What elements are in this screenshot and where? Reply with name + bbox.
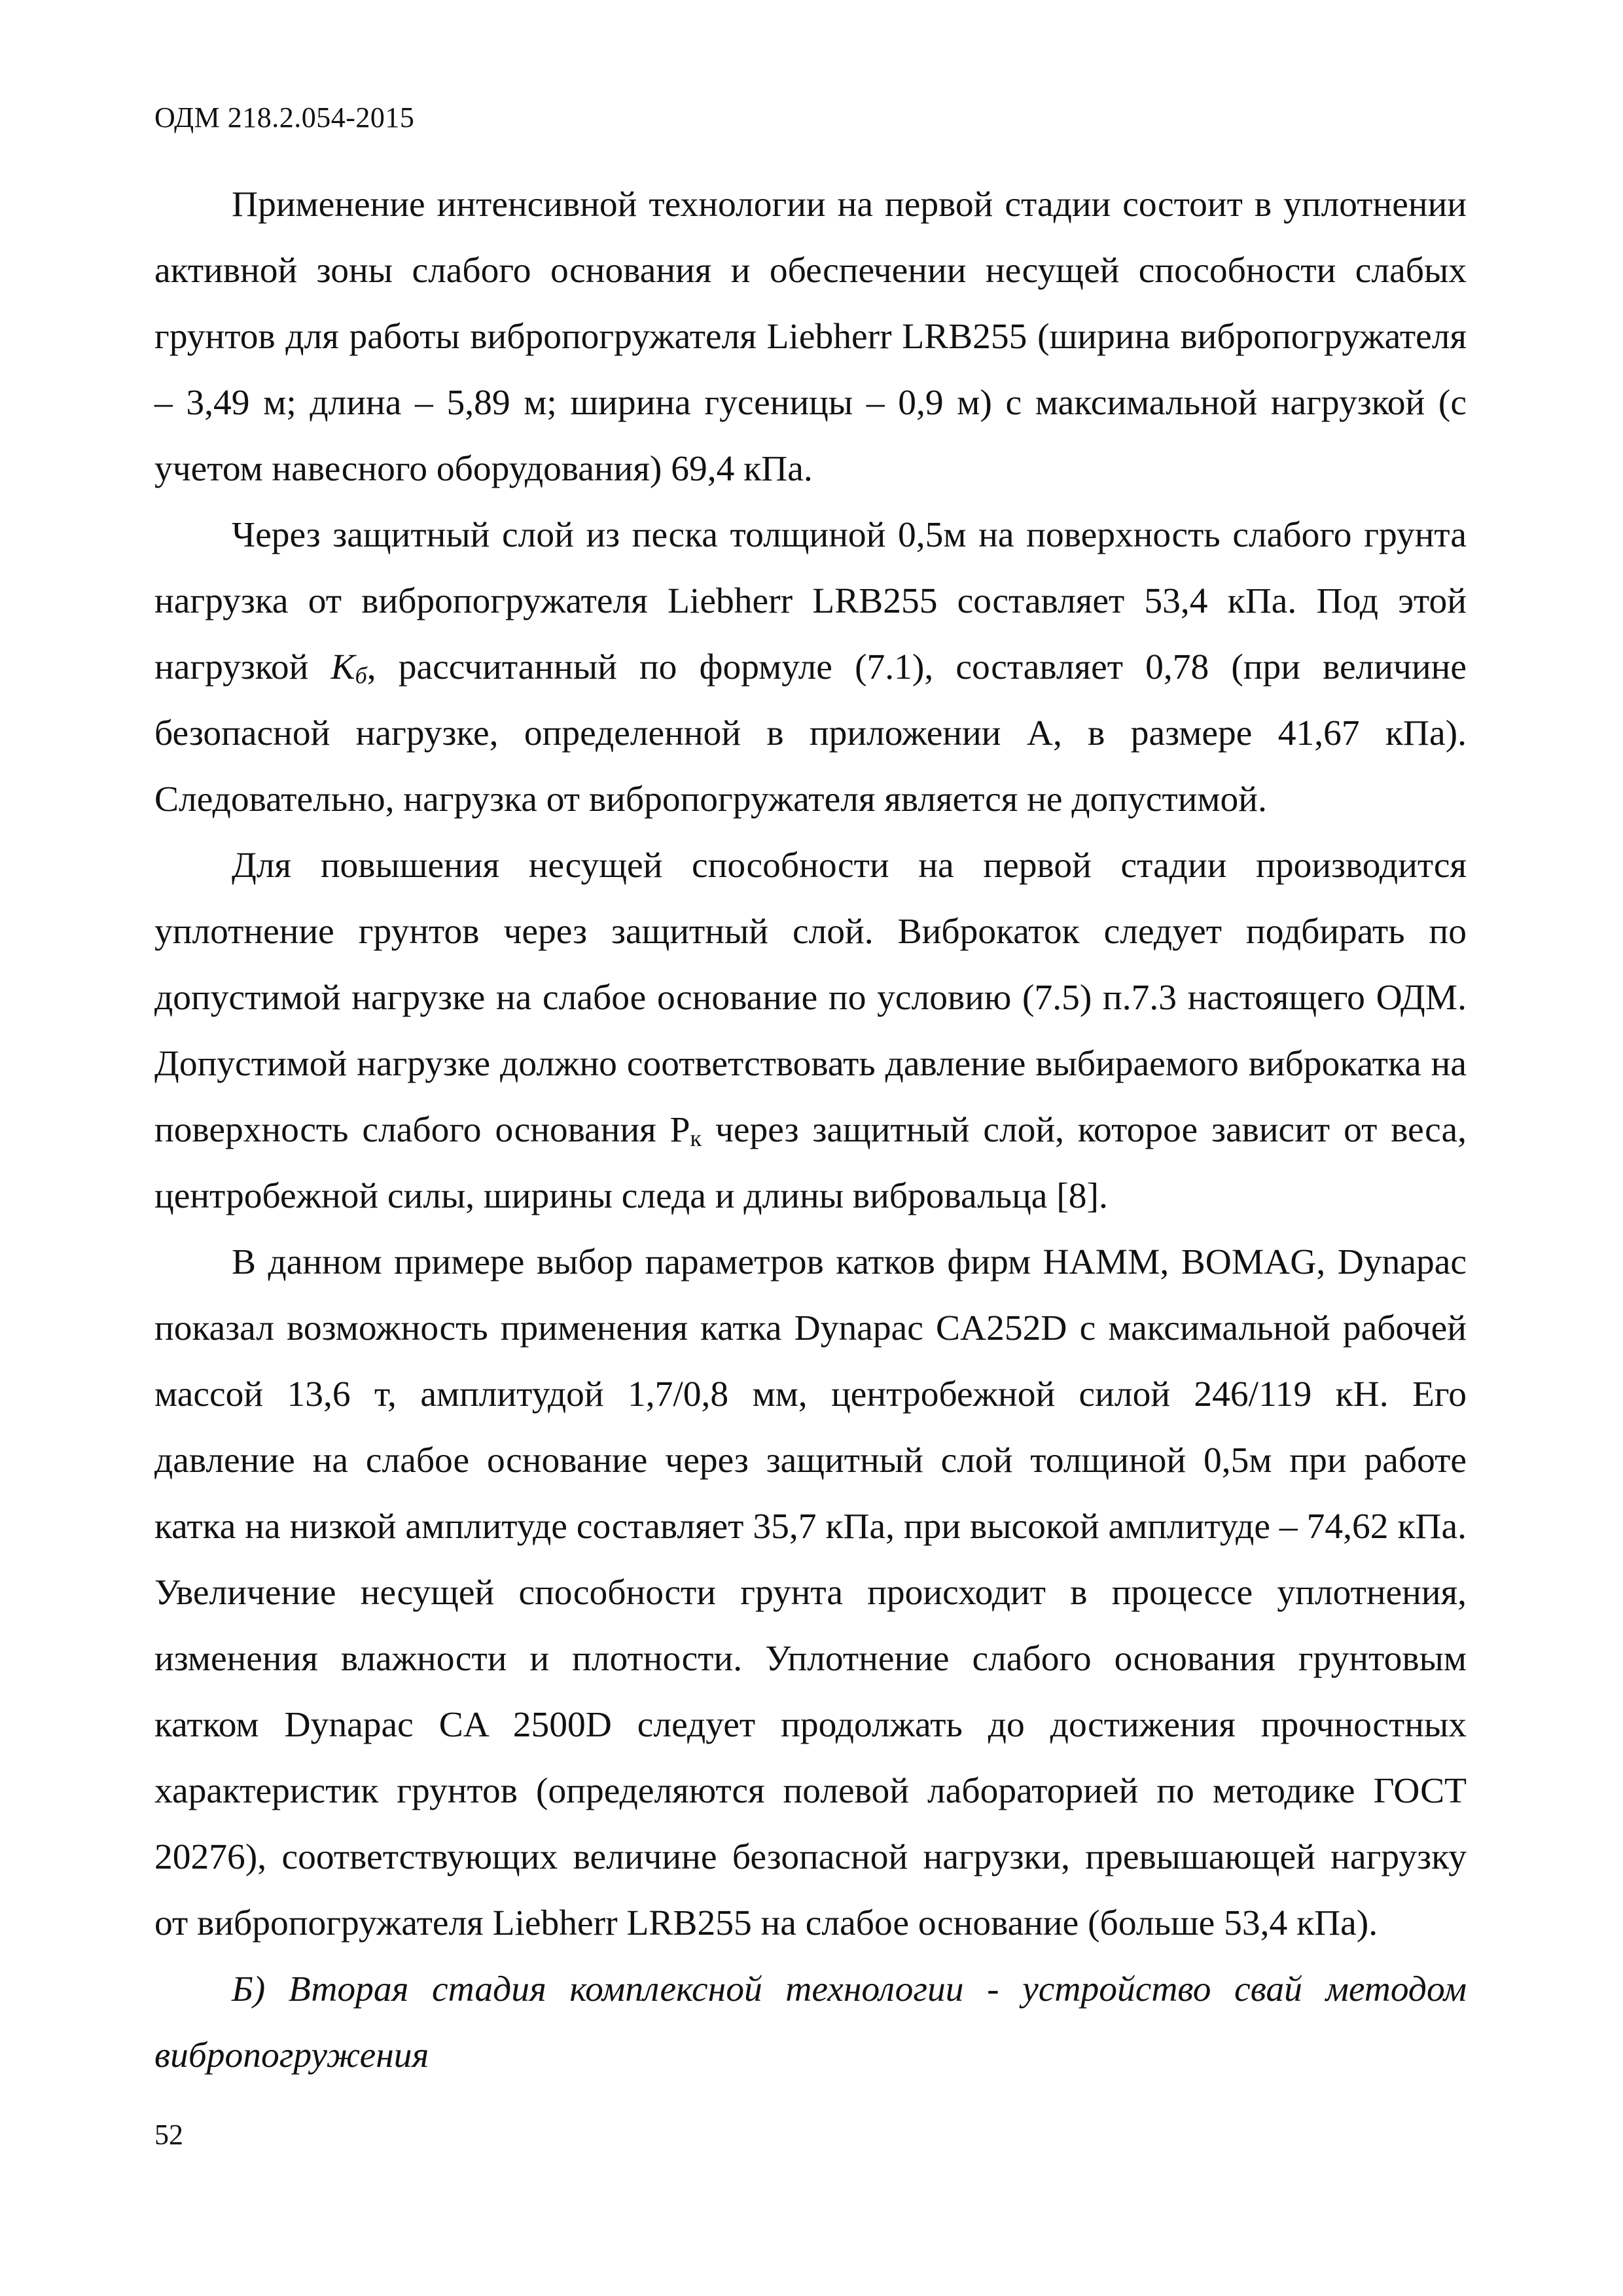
paragraph-text-part: Через защитный слой из песка толщиной 0,5м на поверхность слабого грунта нагрузка от вибропогружателя Liebherr LRB255 составляет 53,4 кПа. Под этой нагрузкой — [154, 515, 1467, 687]
page-number: 52 — [154, 2119, 183, 2151]
section-heading-second-stage: Б) Вторая стадия комплексной технологии - устройство свай методом вибропогружения — [154, 1969, 1467, 2075]
paragraph-protective-layer-load — [154, 502, 1467, 833]
paragraph-text-part: , рассчитанный по формуле (7.1), составляет 0,78 (при величине безопасной нагрузке, определенной в приложении А, в размере 41,67 кПа). Следовательно, нагрузка от вибропогружателя является не допустимой. — [154, 647, 1467, 819]
safety-coefficient-symbol: $K_б$ — [330, 647, 367, 689]
paragraph-intensive-technology: Применение интенсивной технологии на первой стадии состоит в уплотнении активной зоны слабого основания и обеспечении несущей способности слабых грунтов для работы вибропогружателя Liebherr LRB255 (ширина вибропогружателя – 3,49 м; длина – 5,89 м; ширина гусеницы – 0,9 м) с максимальной нагрузкой (с учетом навесного оборудования) 69,4 кПа. — [154, 185, 1467, 489]
paragraph-roller-example: В данном примере выбор параметров катков фирм HAMM, BOMAG, Dynapac показал возможность применения катка Dynapac CA252D с максимальной рабочей массой 13,6 т, амплитудой 1,7/0,8 мм, центробежной силой 246/119 кН. Его давление на слабое основание через защитный слой толщиной 0,5м при работе катка на низкой амплитуде составляет 35,7 кПа, при высокой амплитуде – 74,62 кПа. Увеличение несущей способности грунта происходит в процессе уплотнения, изменения влажности и плотности. Уплотнение слабого основания грунтовым катком Dynapac CA 2500D следует продолжать до достижения прочностных характеристик грунтов (определяются полевой лабораторией по методике ГОСТ 20276), соответствующих величине безопасной нагрузки, превышающей нагрузку от вибропогружателя Liebherr LRB255 на слабое основание (больше 53,4 кПа). — [154, 1242, 1467, 1943]
document-code-header: ОДМ 218.2.054-2015 — [154, 101, 415, 134]
document-body — [154, 171, 1467, 2089]
paragraph-text-part: Для повышения несущей способности на первой стадии производится уплотнение грунтов через защитный слой. Виброкаток следует подбирать по допустимой нагрузке на слабое основание по условию (7.5) п.7.3 настоящего ОДМ. Допустимой нагрузке должно соответствовать давление выбираемого виброкатка на поверхность слабого основания Р — [154, 846, 1467, 1150]
paragraph-text-part: через защитный слой, которое зависит от веса, центробежной силы, ширины следа и длины вибровальца [8]. — [154, 1110, 1467, 1216]
paragraph-roller-selection — [154, 833, 1467, 1229]
pressure-symbol-subscript: к — [690, 1125, 702, 1152]
